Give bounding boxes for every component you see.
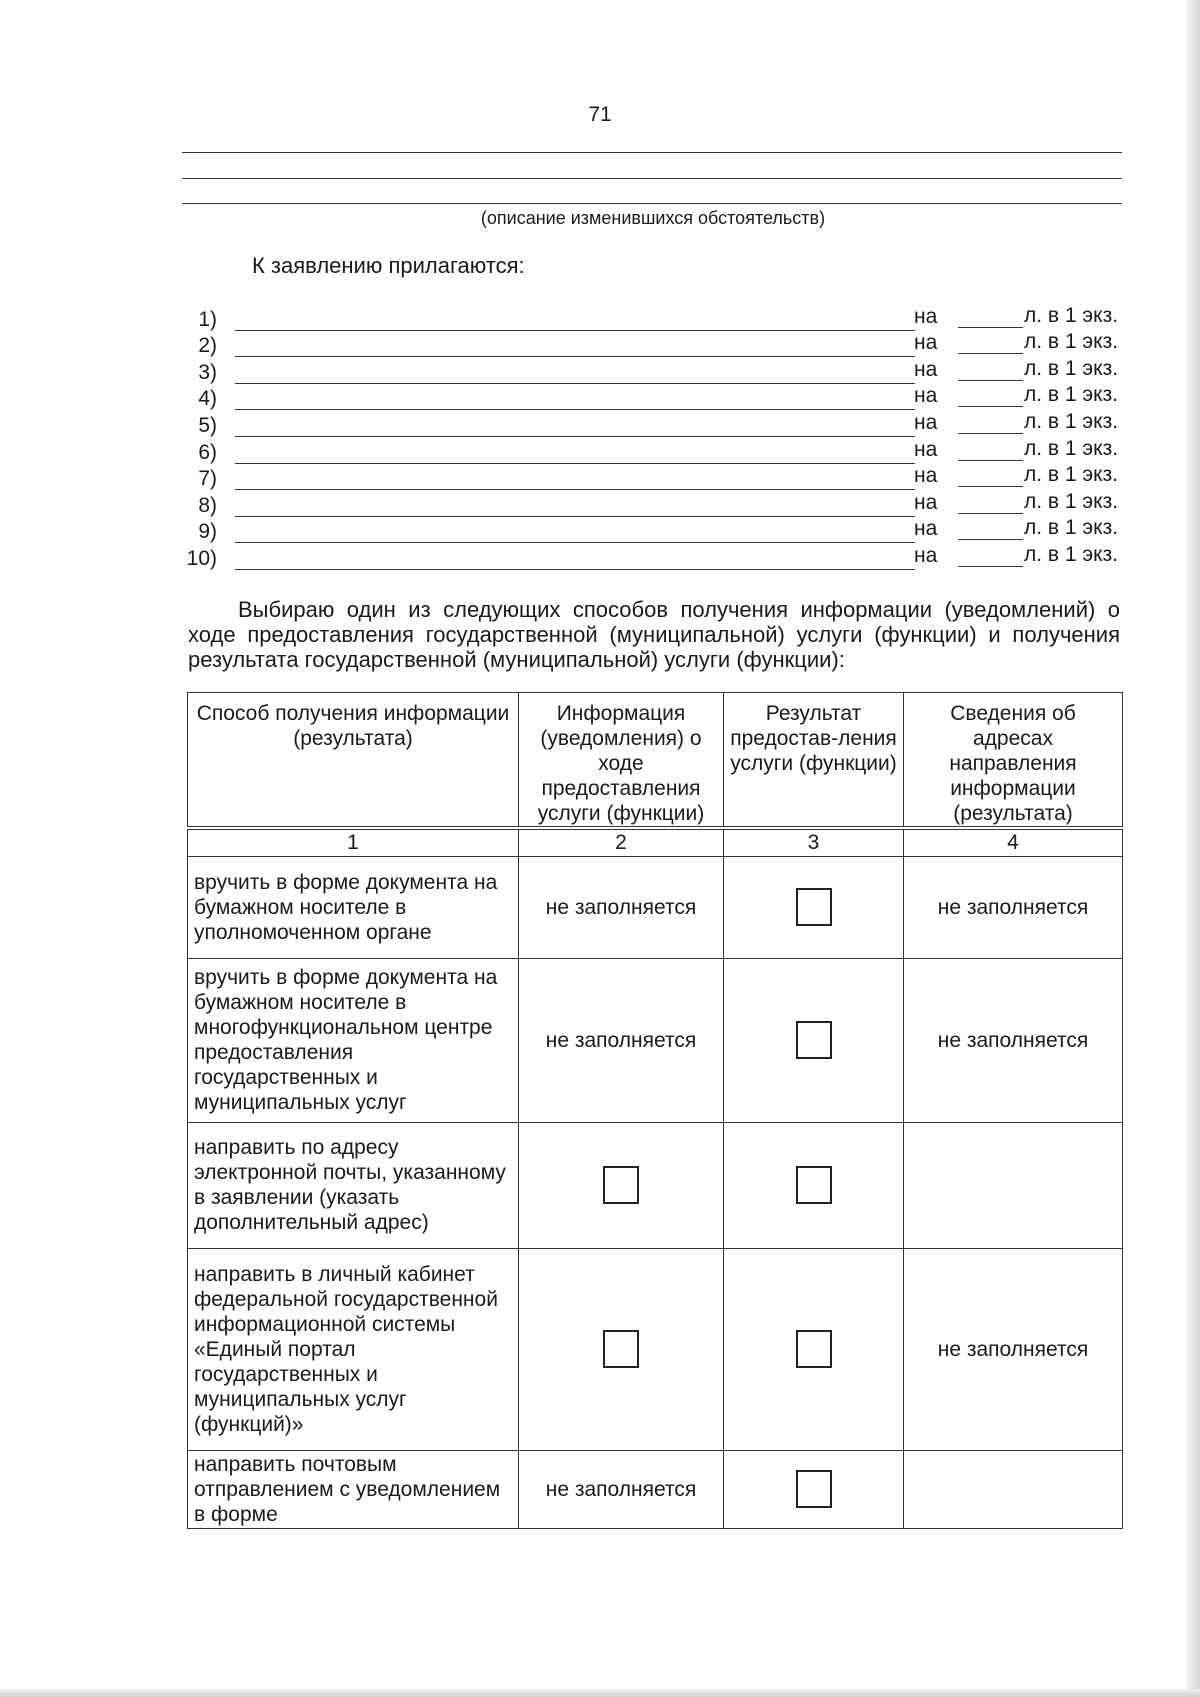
attachment-row-9 — [0, 516, 1200, 546]
result-checkbox[interactable] — [796, 1470, 832, 1508]
page-number: 71 — [588, 103, 612, 126]
attachment-copies-label: л. в 1 экз. — [1024, 304, 1119, 327]
attachment-number: 5) — [198, 414, 217, 437]
address-not-filled: не заполняется — [904, 958, 1123, 1122]
circumstances-line-2[interactable] — [182, 178, 1122, 179]
attachment-na-label: на — [914, 331, 938, 354]
method-label: направить по адресу электронной почты, указанному в заявлении (указать дополнительный адрес) — [188, 1122, 519, 1248]
address-not-filled: не заполняется — [904, 856, 1123, 958]
attachment-name-field[interactable] — [235, 516, 915, 517]
address-input-cell[interactable] — [904, 1122, 1123, 1248]
result-cell — [724, 1248, 904, 1450]
attachment-row-10 — [0, 543, 1200, 573]
attachment-sheets-field[interactable] — [958, 433, 1023, 434]
attachment-row-4 — [0, 383, 1200, 413]
attachment-na-label: на — [914, 384, 938, 407]
table-row — [188, 958, 1123, 1122]
selection-paragraph — [188, 597, 1120, 672]
attachment-name-field[interactable] — [235, 569, 915, 570]
result-cell — [724, 1122, 904, 1248]
attachment-sheets-field[interactable] — [958, 380, 1023, 381]
attachment-copies-label: л. в 1 экз. — [1024, 543, 1119, 566]
result-cell — [724, 856, 904, 958]
attachment-sheets-field[interactable] — [958, 327, 1023, 328]
attachment-name-field[interactable] — [235, 489, 915, 490]
attachment-sheets-field[interactable] — [958, 486, 1023, 487]
result-cell — [724, 1450, 904, 1528]
attachment-na-label: на — [914, 544, 938, 567]
attachment-copies-label: л. в 1 экз. — [1024, 437, 1119, 460]
table-row — [188, 1248, 1123, 1450]
info-not-filled: не заполняется — [519, 958, 724, 1122]
attachment-sheets-field[interactable] — [958, 460, 1023, 461]
attachment-na-label: на — [914, 305, 938, 328]
attachment-number: 4) — [198, 387, 217, 410]
method-label: вручить в форме документа на бумажном носителе в многофункциональном центре предоставления государственных и муниципальных услуг — [188, 958, 519, 1122]
table-row — [188, 856, 1123, 958]
column-number: 2 — [519, 828, 724, 856]
attachment-copies-label: л. в 1 экз. — [1024, 357, 1119, 380]
attachment-name-field[interactable] — [235, 436, 915, 437]
header-result: Результат предостав-ления услуги (функции) — [724, 693, 904, 829]
attachment-number: 8) — [198, 494, 217, 517]
attachment-na-label: на — [914, 438, 938, 461]
attachment-na-label: на — [914, 517, 938, 540]
attachment-name-field[interactable] — [235, 330, 915, 331]
attachment-name-field[interactable] — [235, 463, 915, 464]
column-numbers-row — [188, 828, 1123, 856]
header-info: Информация (уведомления) о ходе предоставления услуги (функции) — [519, 693, 724, 829]
method-label: вручить в форме документа на бумажном носителе в уполномоченном органе — [188, 856, 519, 958]
attachment-na-label: на — [914, 491, 938, 514]
method-label: направить в личный кабинет федеральной государственной информационной системы «Единый портал государственных и муниципальных услуг (функций)» — [188, 1248, 519, 1450]
info-not-filled: не заполняется — [519, 856, 724, 958]
result-checkbox[interactable] — [796, 888, 832, 926]
column-number: 1 — [188, 828, 519, 856]
attachment-name-field[interactable] — [235, 409, 915, 410]
result-checkbox[interactable] — [796, 1330, 832, 1368]
attachment-number: 7) — [198, 467, 217, 490]
attachment-sheets-field[interactable] — [958, 513, 1023, 514]
attachment-row-2 — [0, 330, 1200, 360]
attachment-sheets-field[interactable] — [958, 353, 1023, 354]
attachment-number: 2) — [198, 334, 217, 357]
circumstances-line-1[interactable] — [182, 152, 1122, 153]
attachment-row-6 — [0, 437, 1200, 467]
circumstances-line-3[interactable] — [182, 203, 1122, 204]
info-cell — [519, 1122, 724, 1248]
attachment-na-label: на — [914, 411, 938, 434]
attachment-sheets-field[interactable] — [958, 539, 1023, 540]
scan-edge-bottom — [0, 1689, 1200, 1697]
attachment-number: 3) — [198, 361, 217, 384]
address-not-filled: не заполняется — [904, 1248, 1123, 1450]
attachment-sheets-field[interactable] — [958, 566, 1023, 567]
attachment-number: 6) — [198, 441, 217, 464]
result-cell — [724, 958, 904, 1122]
attachment-number: 1) — [198, 308, 217, 331]
result-checkbox[interactable] — [796, 1021, 832, 1059]
table-row — [188, 1450, 1123, 1528]
attachments-heading: К заявлению прилагаются: — [252, 253, 525, 278]
info-cell — [519, 1248, 724, 1450]
address-input-cell[interactable] — [904, 1450, 1123, 1528]
attachment-sheets-field[interactable] — [958, 406, 1023, 407]
attachment-number: 10) — [186, 547, 217, 570]
method-label: направить почтовым отправлением с уведомлением в форме — [188, 1450, 519, 1528]
info-not-filled: не заполняется — [519, 1450, 724, 1528]
header-method: Способ получения информации (результата) — [188, 693, 519, 829]
attachment-copies-label: л. в 1 экз. — [1024, 383, 1119, 406]
attachment-copies-label: л. в 1 экз. — [1024, 330, 1119, 353]
attachment-row-8 — [0, 490, 1200, 520]
attachment-copies-label: л. в 1 экз. — [1024, 410, 1119, 433]
header-address: Сведения об адресах направления информации (результата) — [904, 693, 1123, 829]
attachment-copies-label: л. в 1 экз. — [1024, 490, 1119, 513]
methods-table-header — [188, 693, 1123, 829]
column-number: 4 — [904, 828, 1123, 856]
attachment-name-field[interactable] — [235, 383, 915, 384]
attachment-na-label: на — [914, 464, 938, 487]
table-row — [188, 1122, 1123, 1248]
attachment-row-7 — [0, 463, 1200, 493]
circumstances-caption: (описание изменившихся обстоятельств) — [480, 208, 826, 228]
attachment-name-field[interactable] — [235, 542, 915, 543]
attachment-na-label: на — [914, 358, 938, 381]
attachment-name-field[interactable] — [235, 356, 915, 357]
attachment-row-3 — [0, 357, 1200, 387]
scan-edge-right — [1186, 0, 1200, 1697]
attachment-copies-label: л. в 1 экз. — [1024, 516, 1119, 539]
attachment-number: 9) — [198, 520, 217, 543]
methods-table — [187, 692, 1123, 1529]
attachment-copies-label: л. в 1 экз. — [1024, 463, 1119, 486]
result-checkbox[interactable] — [796, 1166, 832, 1204]
attachment-row-5 — [0, 410, 1200, 440]
column-number: 3 — [724, 828, 904, 856]
info-checkbox[interactable] — [603, 1166, 639, 1204]
info-checkbox[interactable] — [603, 1330, 639, 1368]
attachment-row-1 — [0, 304, 1200, 334]
selection-paragraph-text: Выбираю один из следующих способов получения информации (уведомлений) о ходе предоставления государственной (муниципальной) услуги (функции) и получения результата государственной (муниципальной) услуги (функции): — [188, 597, 1120, 672]
